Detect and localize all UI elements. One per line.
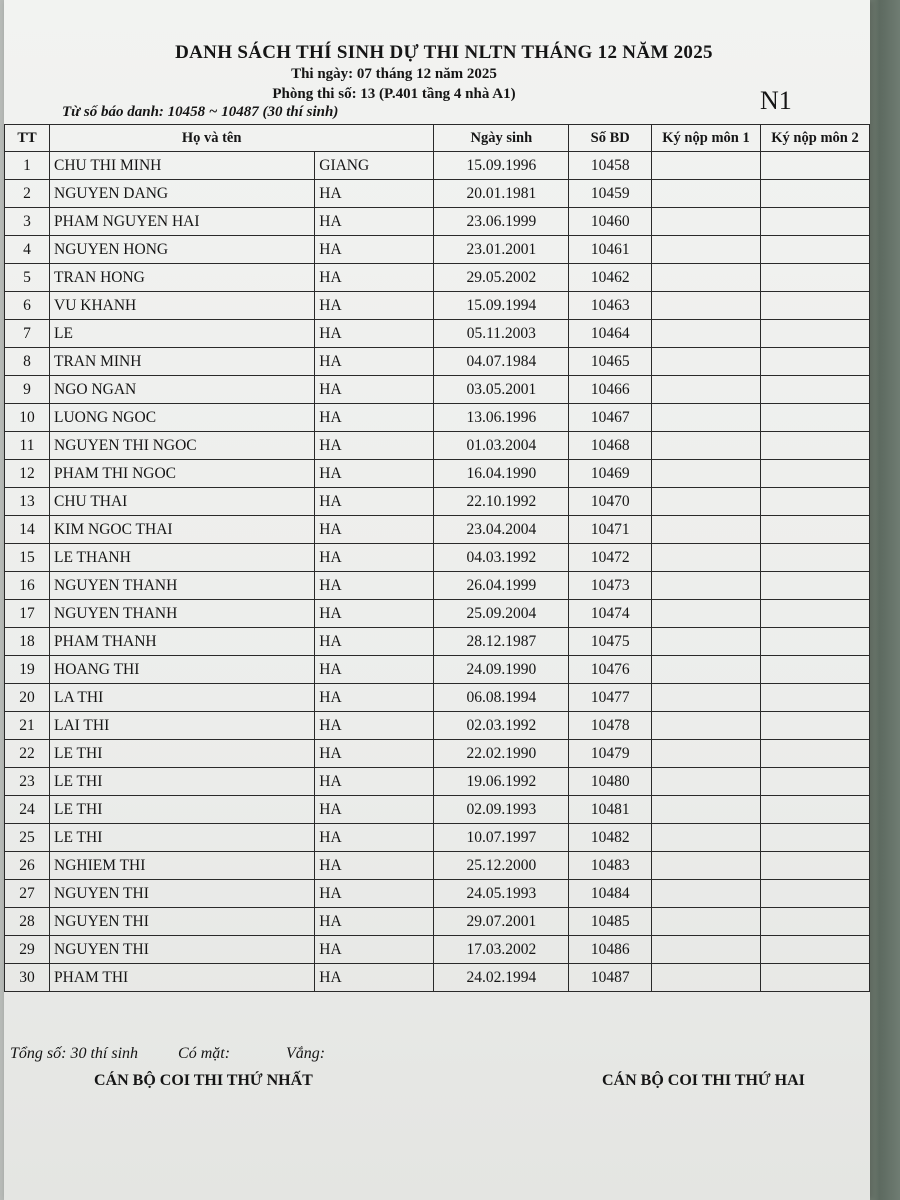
candidate-range: Từ số báo danh: 10458 ~ 10487 (30 thí sinh) <box>62 104 339 120</box>
row-candidate-number: 10471 <box>569 516 652 544</box>
row-signature-subject-1 <box>652 768 761 796</box>
row-signature-subject-2 <box>761 684 870 712</box>
attendance-summary <box>10 1045 325 1063</box>
row-signature-subject-2 <box>761 768 870 796</box>
row-number: 9 <box>5 376 50 404</box>
row-number: 24 <box>5 796 50 824</box>
row-signature-subject-1 <box>652 656 761 684</box>
row-given-name: HA <box>315 516 434 544</box>
row-signature-subject-2 <box>761 404 870 432</box>
row-birth-date: 02.03.1992 <box>434 712 569 740</box>
row-candidate-number: 10464 <box>569 320 652 348</box>
row-surname: PHAM NGUYEN HAI <box>50 208 315 236</box>
row-surname: NGUYEN THI <box>50 908 315 936</box>
document-page <box>4 0 870 1200</box>
row-surname: NGUYEN THANH <box>50 572 315 600</box>
row-surname: LE THI <box>50 824 315 852</box>
table-row <box>5 208 870 236</box>
row-candidate-number: 10468 <box>569 432 652 460</box>
row-signature-subject-1 <box>652 292 761 320</box>
row-candidate-number: 10481 <box>569 796 652 824</box>
row-given-name: HA <box>315 264 434 292</box>
row-signature-subject-2 <box>761 852 870 880</box>
row-number: 13 <box>5 488 50 516</box>
table-row <box>5 516 870 544</box>
row-given-name: HA <box>315 292 434 320</box>
row-birth-date: 25.12.2000 <box>434 852 569 880</box>
row-given-name: HA <box>315 600 434 628</box>
row-number: 17 <box>5 600 50 628</box>
row-number: 12 <box>5 460 50 488</box>
row-signature-subject-2 <box>761 908 870 936</box>
row-signature-subject-1 <box>652 628 761 656</box>
table-row <box>5 964 870 992</box>
row-given-name: HA <box>315 964 434 992</box>
row-candidate-number: 10461 <box>569 236 652 264</box>
row-signature-subject-2 <box>761 320 870 348</box>
row-signature-subject-1 <box>652 460 761 488</box>
row-candidate-number: 10465 <box>569 348 652 376</box>
row-number: 2 <box>5 180 50 208</box>
row-candidate-number: 10480 <box>569 768 652 796</box>
row-candidate-number: 10462 <box>569 264 652 292</box>
row-signature-subject-2 <box>761 740 870 768</box>
row-signature-subject-1 <box>652 572 761 600</box>
row-given-name: HA <box>315 628 434 656</box>
row-signature-subject-1 <box>652 376 761 404</box>
row-signature-subject-1 <box>652 740 761 768</box>
candidate-table <box>4 124 870 992</box>
row-signature-subject-2 <box>761 236 870 264</box>
row-birth-date: 29.05.2002 <box>434 264 569 292</box>
row-surname: LE THANH <box>50 544 315 572</box>
row-number: 20 <box>5 684 50 712</box>
row-signature-subject-2 <box>761 936 870 964</box>
row-number: 7 <box>5 320 50 348</box>
row-candidate-number: 10466 <box>569 376 652 404</box>
candidate-rows <box>5 152 870 992</box>
row-signature-subject-1 <box>652 544 761 572</box>
header-name <box>50 125 434 152</box>
row-candidate-number: 10475 <box>569 628 652 656</box>
row-number: 5 <box>5 264 50 292</box>
row-given-name: HA <box>315 432 434 460</box>
row-number: 1 <box>5 152 50 180</box>
row-number: 18 <box>5 628 50 656</box>
row-surname: LE THI <box>50 740 315 768</box>
row-signature-subject-1 <box>652 908 761 936</box>
row-given-name: HA <box>315 236 434 264</box>
row-signature-subject-2 <box>761 180 870 208</box>
row-candidate-number: 10474 <box>569 600 652 628</box>
row-given-name: HA <box>315 180 434 208</box>
row-signature-subject-1 <box>652 880 761 908</box>
table-row <box>5 292 870 320</box>
row-number: 30 <box>5 964 50 992</box>
row-number: 14 <box>5 516 50 544</box>
table-row <box>5 404 870 432</box>
row-birth-date: 15.09.1996 <box>434 152 569 180</box>
row-birth-date: 25.09.2004 <box>434 600 569 628</box>
row-signature-subject-1 <box>652 404 761 432</box>
row-signature-subject-1 <box>652 180 761 208</box>
row-birth-date: 10.07.1997 <box>434 824 569 852</box>
row-given-name: HA <box>315 908 434 936</box>
row-candidate-number: 10459 <box>569 180 652 208</box>
row-birth-date: 23.04.2004 <box>434 516 569 544</box>
row-given-name: HA <box>315 740 434 768</box>
table-row <box>5 264 870 292</box>
row-surname: CHU THAI <box>50 488 315 516</box>
header-sign2: Ký nộp môn 2 <box>761 125 870 152</box>
row-surname: VU KHANH <box>50 292 315 320</box>
proctor-1-label: CÁN BỘ COI THI THỨ NHẤT <box>94 1072 313 1089</box>
row-surname: NGUYEN HONG <box>50 236 315 264</box>
row-candidate-number: 10482 <box>569 824 652 852</box>
row-birth-date: 13.06.1996 <box>434 404 569 432</box>
table-row <box>5 432 870 460</box>
row-surname: NGUYEN THANH <box>50 600 315 628</box>
row-signature-subject-2 <box>761 628 870 656</box>
proctor-2-label: CÁN BỘ COI THI THỨ HAI <box>602 1072 805 1089</box>
row-signature-subject-1 <box>652 964 761 992</box>
row-candidate-number: 10485 <box>569 908 652 936</box>
row-signature-subject-1 <box>652 348 761 376</box>
row-given-name: HA <box>315 488 434 516</box>
table-row <box>5 824 870 852</box>
table-row <box>5 628 870 656</box>
table-row <box>5 908 870 936</box>
row-surname: NGUYEN DANG <box>50 180 315 208</box>
row-signature-subject-2 <box>761 824 870 852</box>
row-signature-subject-1 <box>652 152 761 180</box>
row-signature-subject-1 <box>652 264 761 292</box>
table-row <box>5 880 870 908</box>
row-given-name: HA <box>315 936 434 964</box>
row-birth-date: 29.07.2001 <box>434 908 569 936</box>
table-row <box>5 684 870 712</box>
table-row <box>5 180 870 208</box>
row-signature-subject-2 <box>761 292 870 320</box>
row-signature-subject-2 <box>761 964 870 992</box>
row-birth-date: 04.07.1984 <box>434 348 569 376</box>
row-surname: LE <box>50 320 315 348</box>
row-given-name: HA <box>315 768 434 796</box>
row-birth-date: 05.11.2003 <box>434 320 569 348</box>
row-surname: KIM NGOC THAI <box>50 516 315 544</box>
row-given-name: HA <box>315 376 434 404</box>
row-surname: NGO NGAN <box>50 376 315 404</box>
row-given-name: HA <box>315 404 434 432</box>
row-number: 10 <box>5 404 50 432</box>
table-row <box>5 460 870 488</box>
row-candidate-number: 10473 <box>569 572 652 600</box>
row-surname: LUONG NGOC <box>50 404 315 432</box>
row-surname: NGUYEN THI <box>50 880 315 908</box>
row-candidate-number: 10479 <box>569 740 652 768</box>
row-signature-subject-2 <box>761 516 870 544</box>
row-candidate-number: 10469 <box>569 460 652 488</box>
row-signature-subject-1 <box>652 432 761 460</box>
table-row <box>5 712 870 740</box>
row-signature-subject-1 <box>652 236 761 264</box>
row-birth-date: 17.03.2002 <box>434 936 569 964</box>
header-sign1: Ký nộp môn 1 <box>652 125 761 152</box>
row-signature-subject-1 <box>652 824 761 852</box>
row-surname: PHAM THI <box>50 964 315 992</box>
row-given-name: HA <box>315 712 434 740</box>
row-signature-subject-1 <box>652 936 761 964</box>
row-birth-date: 24.02.1994 <box>434 964 569 992</box>
document-title: DANH SÁCH THÍ SINH DỰ THI NLTN THÁNG 12 NĂM 2025 <box>175 42 713 63</box>
table-row <box>5 348 870 376</box>
row-candidate-number: 10472 <box>569 544 652 572</box>
row-signature-subject-2 <box>761 264 870 292</box>
row-signature-subject-2 <box>761 572 870 600</box>
row-surname: PHAM THANH <box>50 628 315 656</box>
row-surname: PHAM THI NGOC <box>50 460 315 488</box>
row-given-name: HA <box>315 460 434 488</box>
row-candidate-number: 10467 <box>569 404 652 432</box>
row-surname: NGUYEN THI NGOC <box>50 432 315 460</box>
exam-date: Thi ngày: 07 tháng 12 năm 2025 <box>291 66 497 82</box>
row-signature-subject-2 <box>761 796 870 824</box>
row-birth-date: 23.01.2001 <box>434 236 569 264</box>
row-given-name: HA <box>315 572 434 600</box>
row-signature-subject-1 <box>652 600 761 628</box>
row-number: 28 <box>5 908 50 936</box>
row-candidate-number: 10483 <box>569 852 652 880</box>
row-birth-date: 02.09.1993 <box>434 796 569 824</box>
row-signature-subject-2 <box>761 208 870 236</box>
row-birth-date: 15.09.1994 <box>434 292 569 320</box>
row-given-name: HA <box>315 544 434 572</box>
row-signature-subject-2 <box>761 600 870 628</box>
row-signature-subject-1 <box>652 208 761 236</box>
row-birth-date: 23.06.1999 <box>434 208 569 236</box>
row-surname: NGUYEN THI <box>50 936 315 964</box>
table-row <box>5 544 870 572</box>
row-birth-date: 06.08.1994 <box>434 684 569 712</box>
header-name-label: Họ và tên <box>181 129 242 146</box>
row-number: 15 <box>5 544 50 572</box>
row-number: 11 <box>5 432 50 460</box>
row-candidate-number: 10463 <box>569 292 652 320</box>
row-surname: HOANG THI <box>50 656 315 684</box>
row-candidate-number: 10477 <box>569 684 652 712</box>
row-signature-subject-2 <box>761 544 870 572</box>
row-birth-date: 04.03.1992 <box>434 544 569 572</box>
absent-label: Vắng: <box>286 1045 326 1062</box>
row-given-name: HA <box>315 796 434 824</box>
row-surname: LA THI <box>50 684 315 712</box>
row-birth-date: 24.05.1993 <box>434 880 569 908</box>
row-signature-subject-1 <box>652 516 761 544</box>
table-row <box>5 852 870 880</box>
row-surname: TRAN HONG <box>50 264 315 292</box>
row-birth-date: 28.12.1987 <box>434 628 569 656</box>
background-wall <box>866 0 900 1200</box>
row-given-name: HA <box>315 824 434 852</box>
row-birth-date: 20.01.1981 <box>434 180 569 208</box>
row-birth-date: 26.04.1999 <box>434 572 569 600</box>
row-given-name: HA <box>315 208 434 236</box>
row-surname: CHU THI MINH <box>50 152 315 180</box>
row-given-name: HA <box>315 852 434 880</box>
table-row <box>5 740 870 768</box>
row-signature-subject-1 <box>652 712 761 740</box>
row-candidate-number: 10458 <box>569 152 652 180</box>
table-row <box>5 152 870 180</box>
table-row <box>5 376 870 404</box>
row-number: 25 <box>5 824 50 852</box>
row-candidate-number: 10486 <box>569 936 652 964</box>
present-label: Có mặt: <box>178 1045 231 1062</box>
header-tt: TT <box>5 125 50 152</box>
row-signature-subject-1 <box>652 320 761 348</box>
row-surname: TRAN MINH <box>50 348 315 376</box>
row-given-name: HA <box>315 656 434 684</box>
row-birth-date: 19.06.1992 <box>434 768 569 796</box>
row-birth-date: 22.02.1990 <box>434 740 569 768</box>
row-number: 21 <box>5 712 50 740</box>
row-given-name: HA <box>315 348 434 376</box>
row-number: 3 <box>5 208 50 236</box>
row-signature-subject-1 <box>652 684 761 712</box>
row-signature-subject-2 <box>761 460 870 488</box>
table-row <box>5 320 870 348</box>
row-signature-subject-2 <box>761 348 870 376</box>
row-surname: LAI THI <box>50 712 315 740</box>
exam-room: Phòng thi số: 13 (P.401 tầng 4 nhà A1) <box>272 86 516 102</box>
row-birth-date: 22.10.1992 <box>434 488 569 516</box>
row-number: 19 <box>5 656 50 684</box>
row-signature-subject-2 <box>761 880 870 908</box>
row-signature-subject-2 <box>761 488 870 516</box>
row-signature-subject-1 <box>652 796 761 824</box>
row-surname: LE THI <box>50 768 315 796</box>
table-row <box>5 796 870 824</box>
row-surname: LE THI <box>50 796 315 824</box>
row-number: 6 <box>5 292 50 320</box>
row-surname: NGHIEM THI <box>50 852 315 880</box>
row-number: 8 <box>5 348 50 376</box>
row-candidate-number: 10470 <box>569 488 652 516</box>
row-signature-subject-1 <box>652 852 761 880</box>
row-given-name: HA <box>315 320 434 348</box>
row-birth-date: 01.03.2004 <box>434 432 569 460</box>
list-code: N1 <box>760 86 792 115</box>
row-candidate-number: 10460 <box>569 208 652 236</box>
table-row <box>5 236 870 264</box>
row-number: 23 <box>5 768 50 796</box>
table-row <box>5 656 870 684</box>
row-signature-subject-2 <box>761 376 870 404</box>
row-birth-date: 03.05.2001 <box>434 376 569 404</box>
table-row <box>5 768 870 796</box>
row-signature-subject-2 <box>761 432 870 460</box>
row-candidate-number: 10484 <box>569 880 652 908</box>
row-signature-subject-1 <box>652 488 761 516</box>
row-number: 27 <box>5 880 50 908</box>
row-given-name: HA <box>315 684 434 712</box>
row-number: 26 <box>5 852 50 880</box>
row-candidate-number: 10476 <box>569 656 652 684</box>
header-sbd: Số BD <box>569 125 652 152</box>
row-birth-date: 24.09.1990 <box>434 656 569 684</box>
row-signature-subject-2 <box>761 712 870 740</box>
row-given-name: GIANG <box>315 152 434 180</box>
row-birth-date: 16.04.1990 <box>434 460 569 488</box>
total-count: Tổng số: 30 thí sinh <box>10 1045 139 1062</box>
row-given-name: HA <box>315 880 434 908</box>
row-signature-subject-2 <box>761 656 870 684</box>
row-signature-subject-2 <box>761 152 870 180</box>
row-number: 22 <box>5 740 50 768</box>
header-dob: Ngày sinh <box>434 125 569 152</box>
table-row <box>5 936 870 964</box>
table-row <box>5 572 870 600</box>
table-row <box>5 488 870 516</box>
table-header-row <box>5 125 870 152</box>
row-number: 29 <box>5 936 50 964</box>
row-number: 4 <box>5 236 50 264</box>
row-candidate-number: 10487 <box>569 964 652 992</box>
row-candidate-number: 10478 <box>569 712 652 740</box>
row-number: 16 <box>5 572 50 600</box>
table-row <box>5 600 870 628</box>
